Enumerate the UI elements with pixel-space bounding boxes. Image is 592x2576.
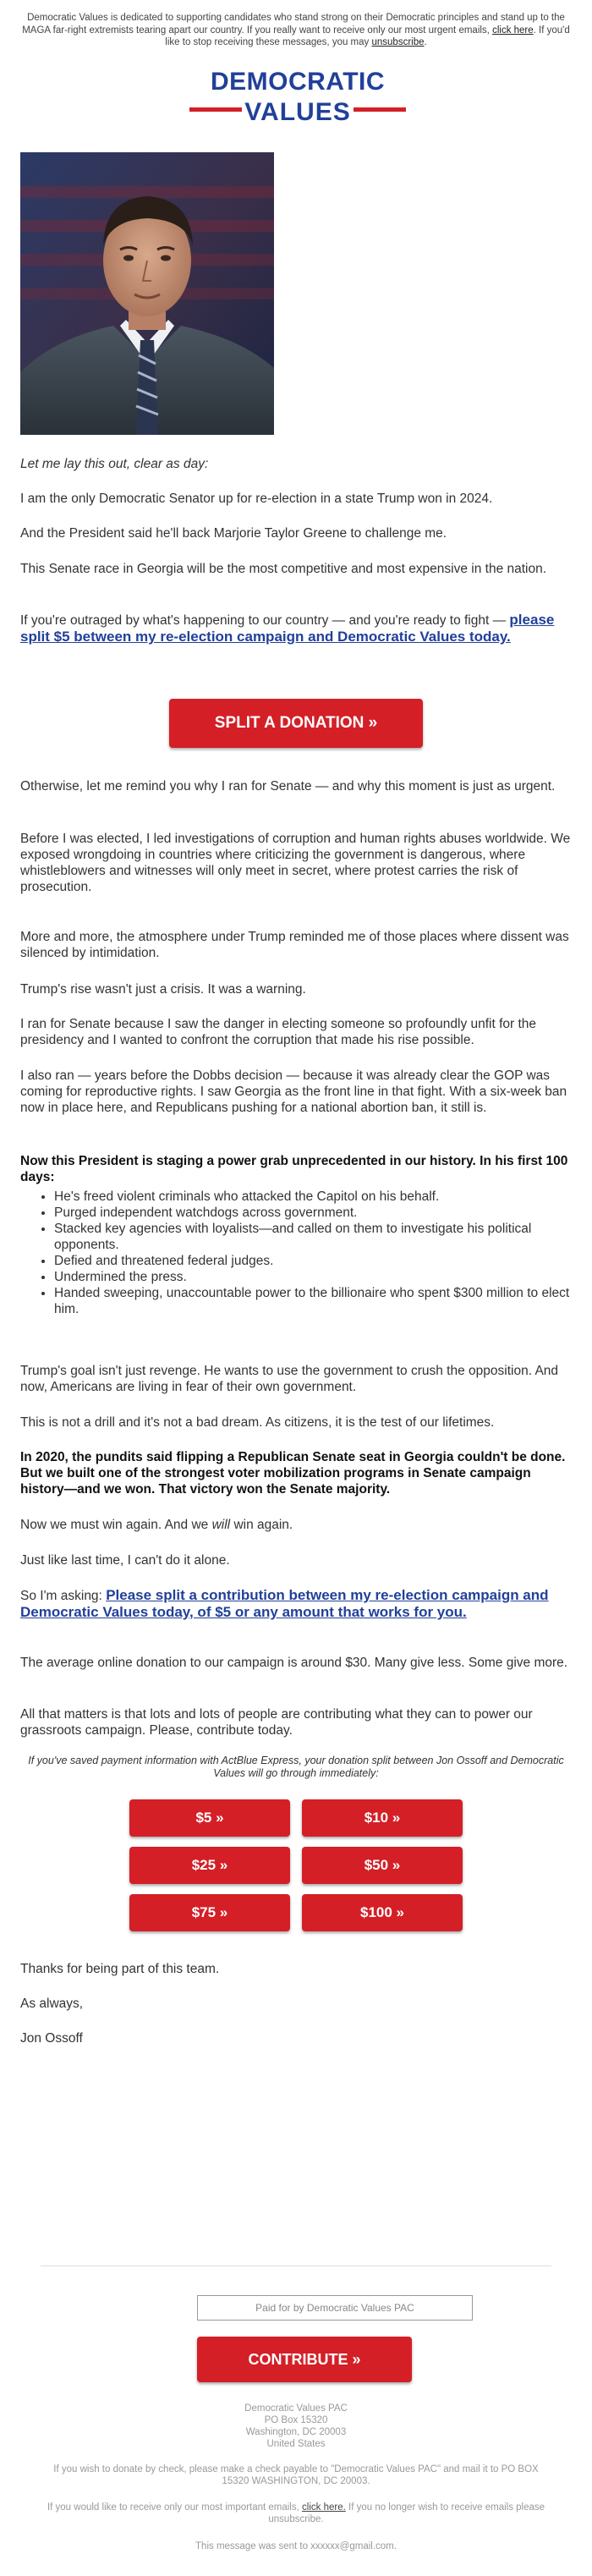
logo-line-2: VALUES (244, 98, 351, 126)
paragraph-15: Now we must win again. And we will win again. (20, 1518, 293, 1532)
paragraph-14: In 2020, the pundits said flipping a Republican Senate seat in Georgia couldn't be done. But we built one of the strongest voter mobilization programs in Senate campaign history—and we won. That victory won the Senate majority. (20, 1450, 566, 1497)
check-donation-note: If you wish to donate by check, please make a check payable to "Democratic Values PAC" and mail it to PO BOX 15320 WASHINGTON, DC 20003. (53, 2464, 539, 2486)
democratic-values-logo[interactable] (189, 69, 406, 129)
donate-50-button[interactable]: $50 » (302, 1847, 463, 1884)
footer-address: Democratic Values PAC PO Box 15320 Washington, DC 20003 United States (244, 2403, 348, 2449)
paragraph-5: Otherwise, let me remind you why I ran for Senate — and why this moment is just as urgent. (20, 779, 556, 794)
split-donation-button[interactable]: SPLIT A DONATION » (169, 699, 423, 748)
closing-always: As always, (20, 1997, 84, 2011)
list-item: • Undermined the press. (54, 1269, 572, 1285)
list-item: • Defied and threatened federal judges. (54, 1253, 572, 1269)
paragraph-6: Before I was elected, I led investigations of corruption and human rights abuses worldwide. We exposed wrongdoing in countries where criticizing the government is dangerous, where whistleblowers and witnesses will only meet in secret, where protest carries the risk of prosecution. (20, 832, 571, 894)
power-grab-list (20, 1189, 572, 1317)
list-item: • Purged independent watchdogs across government. (54, 1205, 572, 1221)
urgent-only-link[interactable]: click here (492, 25, 534, 36)
paragraph-4 (20, 612, 572, 645)
paragraph-12: Trump's goal isn't just revenge. He wants to use the government to crush the opposition. And now, Americans are living in fear of their own government. (20, 1364, 559, 1394)
donate-25-button[interactable]: $25 » (129, 1847, 290, 1884)
contribute-button[interactable]: CONTRIBUTE » (197, 2337, 412, 2382)
donate-100-button[interactable]: $100 » (302, 1894, 463, 1931)
paragraph-8: Trump's rise wasn't just a crisis. It was a warning. (20, 982, 306, 997)
list-item: • He's freed violent criminals who attacked the Capitol on his behalf. (54, 1189, 572, 1205)
paragraph-17: So I'm asking: Please split a contribution between my re-election campaign and Democratic Values today, of $5 or any amount that works for you. (20, 1587, 549, 1620)
power-grab-heading: Now this President is staging a power grab unprecedented in our history. In his first 100 days: (20, 1154, 568, 1184)
paragraph-18: The average online donation to our campaign is around $30. Many give less. Some give more. (20, 1656, 568, 1670)
urgent-emails-note: If you would like to receive only our most important emails, click here. If you no longer wish to receive emails please unsubscribe. (47, 2502, 545, 2524)
logo-bar-right (354, 107, 406, 112)
preheader-text: Democratic Values is dedicated to supporting candidates who stand strong on their Democratic principles and stand up to the MAGA far-right extremists tearing apart our country. If you really want to receive only our most urgent emails, (22, 13, 565, 36)
paragraph-2: And the President said he'll back Marjorie Taylor Greene to challenge me. (20, 526, 447, 541)
paragraph-3: This Senate race in Georgia will be the most competitive and most expensive in the nation. (20, 562, 547, 576)
logo-bar-left (189, 107, 242, 112)
paragraph-19: All that matters is that lots and lots of people are contributing what they can to power our grassroots campaign. Please, contribute today. (20, 1707, 533, 1738)
donate-75-button[interactable]: $75 » (129, 1894, 290, 1931)
senator-portrait (20, 152, 274, 435)
donate-5-button[interactable]: $5 » (129, 1799, 290, 1837)
preheader (17, 12, 575, 49)
intro-line: Let me lay this out, clear as day: (20, 457, 209, 471)
signature: Jon Ossoff (20, 2031, 83, 2046)
list-item: • Stacked key agencies with loyalists—and called on them to investigate his political opponents. (54, 1221, 572, 1253)
paragraph-1: I am the only Democratic Senator up for re-election in a state Trump won in 2024. (20, 492, 493, 506)
split-contribution-link[interactable]: Please split a contribution between my re-election campaign and Democratic Values today, of $5 or any amount that works for you. (20, 1587, 549, 1620)
split-five-link[interactable]: please split $5 between my re-election campaign and Democratic Values today. (20, 612, 555, 645)
paragraph-4-text: If you're outraged by what's happening to our country — and you're ready to fight — (20, 613, 507, 628)
list-item: • Handed sweeping, unaccountable power to the billionaire who spent $300 million to elect him. (54, 1285, 572, 1317)
preheader-end: . (424, 37, 427, 47)
paragraph-13: This is not a drill and it's not a bad dream. As citizens, it is the test of our lifetimes. (20, 1415, 495, 1430)
paragraph-16: Just like last time, I can't do it alone. (20, 1553, 230, 1568)
logo-line-1: DEMOCRATIC (210, 68, 386, 96)
donate-10-button[interactable]: $10 » (302, 1799, 463, 1837)
sent-to-note: This message was sent to xxxxxx@gmail.com. (195, 2541, 397, 2551)
paragraph-10: I also ran — years before the Dobbs decision — because it was already clear the GOP was coming for reproductive rights. I saw Georgia as the front line in that fight. With a six-week ban now in place here, and Republicans pushing for a national abortion ban, it still is. (20, 1068, 567, 1115)
paragraph-9: I ran for Senate because I saw the danger in electing someone so profoundly unfit for the presidency and I wanted to confront the corruption that made his rise possible. (20, 1017, 537, 1047)
paragraph-7: More and more, the atmosphere under Trump reminded me of those places where dissent was silenced by intimidation. (20, 930, 569, 960)
footer-urgent-link[interactable]: click here. (302, 2502, 346, 2513)
paid-for-box: Paid for by Democratic Values PAC (197, 2295, 473, 2321)
preheader-mid: . If you'd like to stop receiving these messages, you may (165, 25, 570, 47)
unsubscribe-link[interactable]: unsubscribe (371, 37, 425, 47)
power-grab-section (20, 1153, 572, 1317)
actblue-note: If you've saved payment information with ActBlue Express, your donation split between Jon Ossoff and Democratic Values will go through immediately: (28, 1755, 564, 1779)
closing-thanks: Thanks for being part of this team. (20, 1962, 220, 1976)
